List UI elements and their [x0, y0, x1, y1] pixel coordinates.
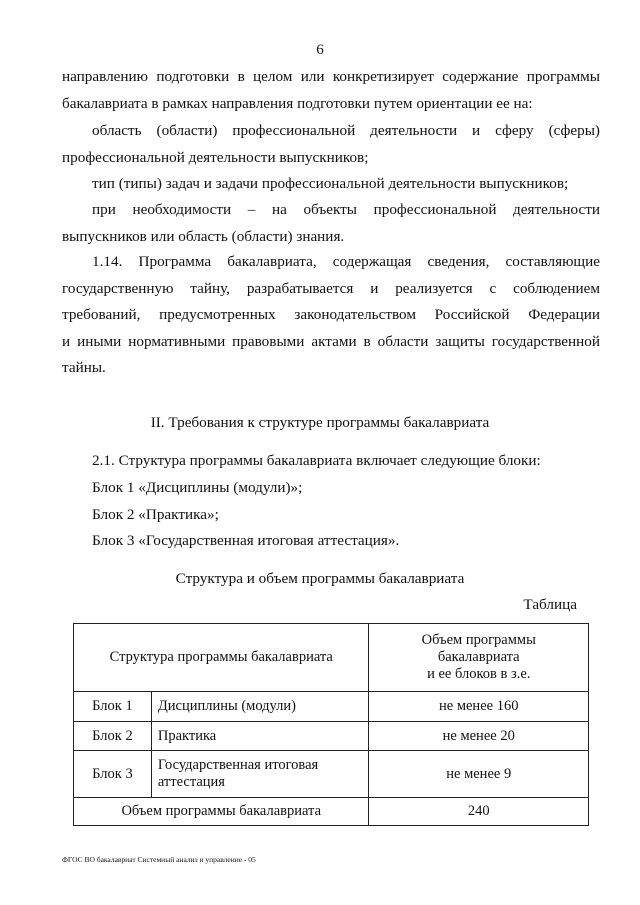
- text-line: требований, предусмотренных законодательством Российской Федерации: [62, 306, 600, 323]
- block-cell: Блок 3: [74, 751, 152, 798]
- table-header-row: [74, 624, 589, 692]
- structure-table: [73, 623, 589, 826]
- text-line: государственную тайну, разрабатывается и реализуется с соблюдением: [62, 279, 600, 297]
- block-cell: Блок 2: [74, 722, 152, 751]
- table-row: [74, 751, 589, 798]
- name-line: Государственная итоговая: [157, 757, 319, 773]
- paragraph-program-orientation: [62, 64, 600, 117]
- text-line: выпускников или область (области) знания.: [62, 227, 345, 245]
- footer-note: ФГОС ВО бакалавриат Системный анализ и управление - 05: [62, 855, 256, 864]
- text-line: область (области) профессиональной деятельности и сферу (сферы): [92, 122, 600, 139]
- text-line: направлению подготовки в целом или конкретизирует содержание программы: [62, 68, 600, 85]
- text-line: тип (типы) задач и задачи профессиональной деятельности выпускников;: [92, 175, 569, 192]
- paragraph-objects: [62, 197, 600, 250]
- block-cell: Блок 1: [74, 692, 152, 722]
- name-cell: Дисциплины (модули): [151, 692, 369, 722]
- list-item: Блок 1 «Дисциплины (модули)»;: [92, 479, 303, 496]
- name-line: аттестация: [157, 774, 225, 790]
- name-cell: [151, 751, 369, 798]
- header-volume-line: и ее блоков в з.е.: [427, 666, 531, 682]
- table-total-row: [74, 798, 589, 826]
- header-volume: [369, 624, 589, 692]
- value-cell: не менее 20: [369, 722, 589, 751]
- header-volume-line: Объем программы: [421, 632, 536, 648]
- total-value: 240: [369, 798, 589, 826]
- text-line: тайны.: [62, 359, 106, 376]
- table-row: [74, 722, 589, 751]
- value-cell: не менее 9: [369, 751, 589, 798]
- list-item: 2.1. Структура программы бакалавриата включает следующие блоки:: [92, 452, 541, 469]
- paragraph-task-types: [62, 171, 600, 198]
- total-label: Объем программы бакалавриата: [74, 798, 369, 826]
- text-line: при необходимости – на объекты профессиональной деятельности: [92, 201, 600, 218]
- table-label: Таблица: [523, 596, 577, 613]
- list-item: Блок 3 «Государственная итоговая аттестация».: [92, 532, 400, 549]
- header-volume-line: бакалавриата: [437, 649, 520, 665]
- text-line: бакалавриата в рамках направления подготовки путем ориентации ее на:: [62, 94, 533, 112]
- table-row: [74, 692, 589, 722]
- value-cell: не менее 160: [369, 692, 589, 722]
- text-line: 1.14. Программа бакалавриата, содержащая сведения, составляющие: [92, 253, 600, 270]
- paragraph-professional-area: [62, 118, 600, 171]
- text-line: и иными нормативными правовыми актами в области защиты государственной: [62, 332, 600, 350]
- table-title: Структура и объем программы бакалавриата: [175, 570, 465, 587]
- header-structure: Структура программы бакалавриата: [74, 624, 369, 692]
- list-item: Блок 2 «Практика»;: [92, 506, 219, 523]
- paragraph-state-secret: [62, 249, 600, 382]
- page-number: 6: [316, 42, 324, 58]
- name-cell: Практика: [151, 722, 369, 751]
- section-title: II. Требования к структуре программы бакалавриата: [150, 414, 490, 431]
- text-line: профессиональной деятельности выпускников;: [62, 148, 369, 166]
